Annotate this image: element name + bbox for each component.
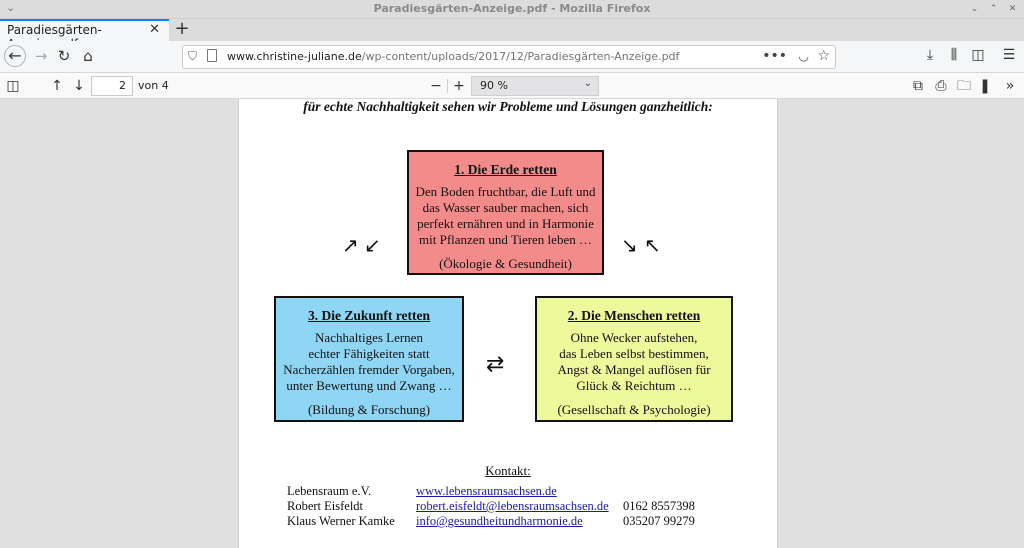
arrow-up-right-icon: ↗ — [342, 233, 359, 257]
new-tab-button[interactable]: + — [174, 18, 190, 39]
toolbar-separator — [447, 79, 448, 93]
tab-strip — [0, 19, 1024, 41]
bookmark-star-icon[interactable]: ☆ — [817, 48, 830, 64]
url-text[interactable]: www.christine-juliane.de/wp-content/uploads/2017/12/Paradiesgärten-Anzeige.pdf — [227, 50, 680, 63]
arrow-up-left-icon: ↖ — [644, 233, 661, 257]
pdf-toolbar — [0, 73, 1024, 99]
contact-link[interactable]: www.lebensraumsachsen.de — [416, 484, 557, 498]
arrow-down-right-icon: ↘ — [621, 233, 638, 257]
box-people-line: Angst & Mangel auflösen für — [557, 362, 711, 377]
box-people-title: 2. Die Menschen retten — [567, 308, 701, 323]
box-earth-line: Den Boden fruchtbar, die Luft und — [415, 184, 596, 199]
reload-button[interactable]: ↻ — [57, 47, 71, 65]
zoom-out-icon[interactable]: − — [430, 78, 442, 94]
downloads-icon[interactable]: ⤓ — [926, 47, 934, 63]
box-people-line: das Leben selbst bestimmen, — [559, 346, 709, 361]
pdf-sidebar-toggle-icon[interactable]: ◫ — [6, 78, 20, 94]
sidebar-toggle-icon[interactable]: ◫ — [971, 47, 985, 63]
navigation-bar — [0, 41, 1024, 73]
window-title: Paradiesgärten-Anzeige.pdf - Mozilla Firefox — [373, 2, 651, 15]
arrow-down-left-icon: ↙ — [364, 233, 381, 257]
forward-button[interactable]: → — [34, 47, 48, 65]
box-people-line: Ohne Wecker aufstehen, — [570, 330, 698, 345]
zoom-in-icon[interactable]: + — [453, 78, 465, 94]
contact-heading: Kontakt: — [485, 463, 531, 478]
open-file-icon[interactable]: 🗀 — [957, 78, 971, 94]
previous-page-icon[interactable]: ↑ — [51, 78, 63, 94]
page-actions-icon[interactable]: ••• — [762, 48, 787, 64]
library-icon[interactable]: ⫼ — [950, 47, 958, 63]
contact-name: Klaus Werner Kamke — [287, 514, 395, 528]
zoom-value: 90 % — [480, 79, 508, 92]
box-future-line: Nachhaltiges Lernen — [315, 330, 423, 345]
hamburger-menu-icon[interactable]: ☰ — [1002, 47, 1016, 63]
contact-phone: 0162 8557398 — [623, 499, 695, 513]
window-titlebar — [0, 0, 1024, 19]
contact-link[interactable]: info@gesundheitundharmonie.de — [416, 514, 583, 528]
box-people-line: Glück & Reichtum … — [576, 378, 692, 393]
url-bar[interactable] — [182, 45, 836, 69]
box-future-line: echter Fähigkeiten statt — [308, 346, 430, 361]
tracking-shield-icon[interactable]: ⛉ — [188, 49, 198, 63]
page-count: von 4 — [138, 79, 169, 92]
page-number-input[interactable]: 2 — [91, 76, 133, 96]
contact-name: Lebensraum e.V. — [287, 484, 372, 498]
tab-label: Paradiesgärten- — [7, 23, 102, 37]
home-button[interactable]: ⌂ — [83, 47, 93, 65]
pdf-viewer[interactable] — [0, 99, 1024, 548]
box-future-subtitle: (Bildung & Forschung) — [307, 402, 431, 417]
bookmark-icon[interactable]: ❚ — [979, 78, 991, 94]
box-people-subtitle: (Gesellschaft & Psychologie) — [557, 402, 711, 417]
contact-name: Robert Eisfeldt — [287, 499, 364, 513]
box-future-line: Nacherzählen fremder Vorgaben, — [283, 362, 455, 377]
box-earth-title: 1. Die Erde retten — [454, 162, 557, 177]
tab-pdf[interactable] — [0, 19, 169, 41]
box-earth-line: perfekt ernähren und in Harmonie — [417, 216, 594, 231]
box-future-title: 3. Die Zukunft retten — [307, 308, 430, 323]
box-earth-subtitle: (Ökologie & Gesundheit) — [439, 256, 572, 271]
close-window-icon[interactable]: ✕ — [1008, 4, 1017, 14]
maximize-icon[interactable]: ⌃ — [989, 4, 998, 14]
box-earth-line: das Wasser sauber machen, sich — [422, 200, 589, 215]
box-future-line: unter Bewertung und Zwang … — [286, 378, 452, 393]
box-future — [274, 296, 464, 422]
tab-close-icon[interactable]: ✕ — [149, 22, 160, 37]
box-earth-line: mit Pflanzen und Tieren leben … — [419, 232, 592, 247]
pdf-page — [238, 99, 778, 548]
chevron-down-icon: ⌄ — [583, 78, 592, 89]
presentation-mode-icon[interactable]: ⧉ — [913, 78, 923, 94]
next-page-icon[interactable]: ↓ — [73, 78, 85, 94]
minimize-icon[interactable]: ⌄ — [970, 4, 979, 14]
intro-text: für echte Nachhaltigkeit sehen wir Probleme und Lösungen ganzheitlich: — [303, 99, 713, 114]
back-button[interactable]: ← — [4, 45, 26, 67]
page-info-icon[interactable] — [207, 49, 217, 62]
zoom-select[interactable] — [471, 76, 599, 96]
box-people — [535, 296, 733, 422]
contact-link[interactable]: robert.eisfeldt@lebensraumsachsen.de — [416, 499, 609, 513]
box-earth — [407, 150, 604, 275]
pocket-icon[interactable]: ◡ — [798, 49, 809, 63]
tools-menu-icon[interactable]: » — [1005, 78, 1015, 94]
bidirectional-arrows-icon: ⇄ — [486, 352, 505, 377]
window-menu-icon[interactable]: ⌄ — [6, 1, 16, 14]
contact-phone: 035207 99279 — [623, 514, 695, 528]
print-icon[interactable]: ⎙ — [935, 78, 947, 94]
